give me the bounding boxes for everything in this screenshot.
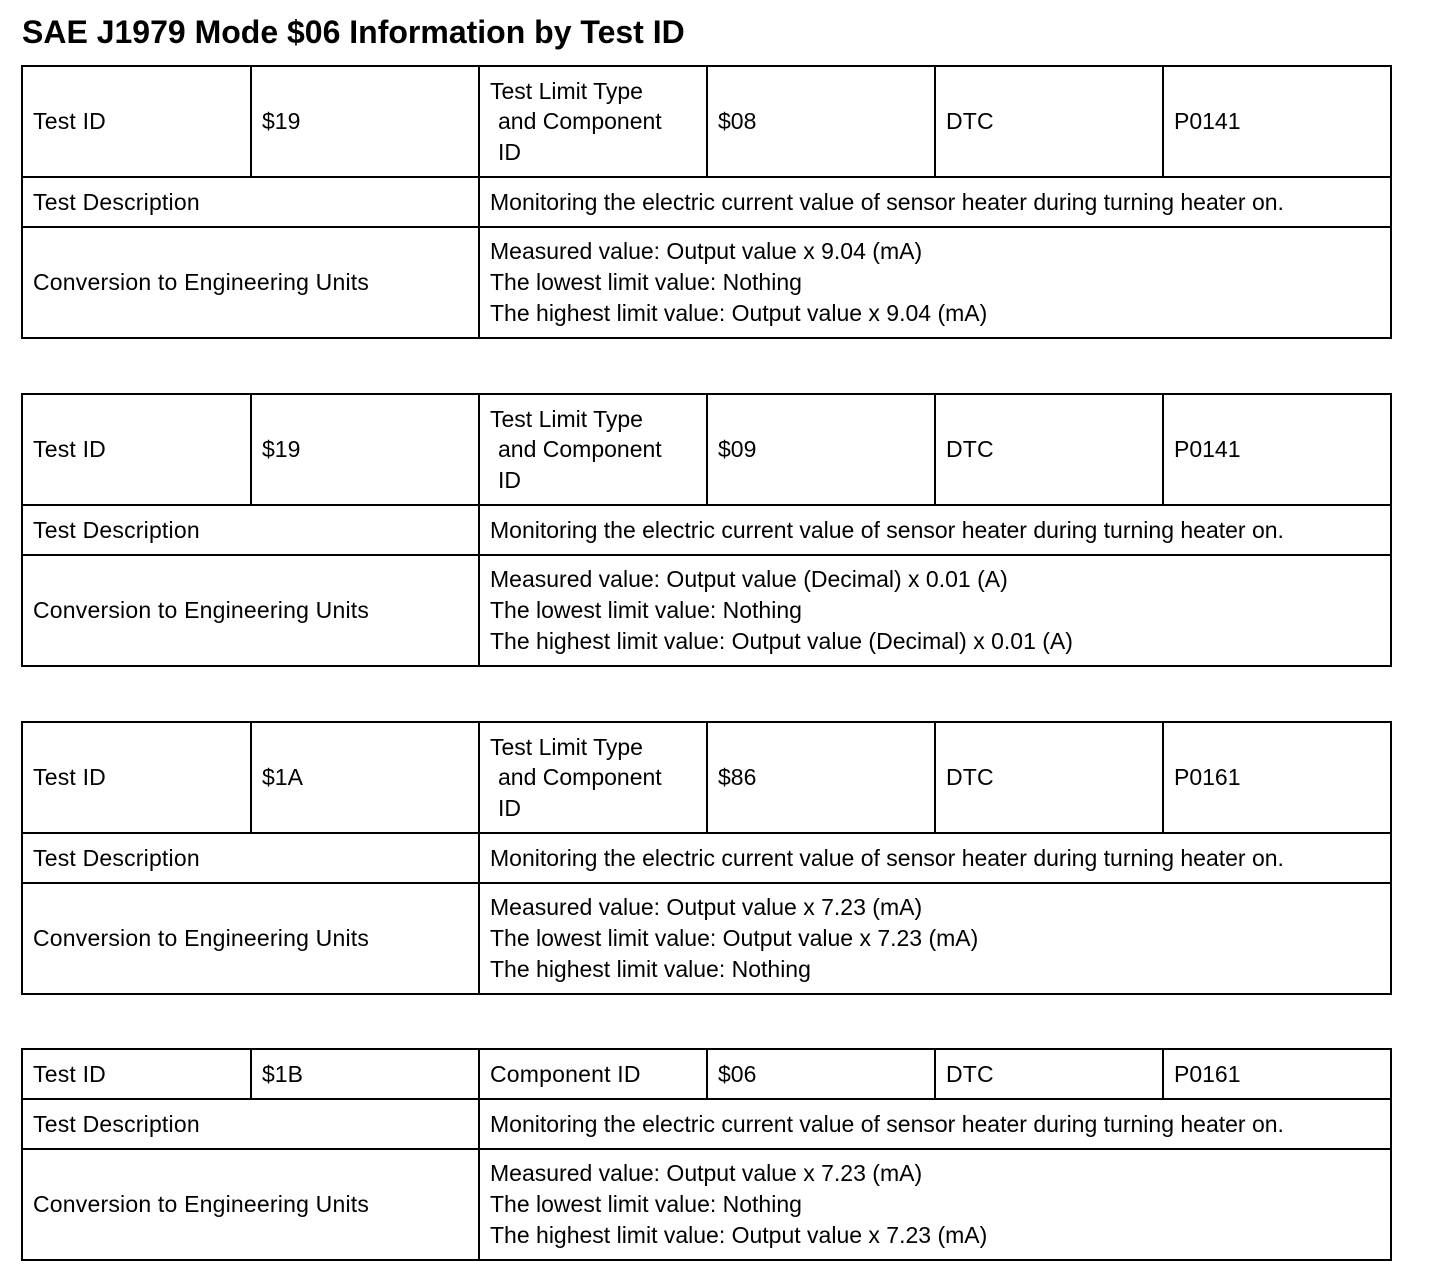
- label-line: and Component: [498, 108, 662, 135]
- conversion-label: Conversion to Engineering Units: [22, 227, 479, 338]
- test-description-value: Monitoring the electric current value of sensor heater during turning heater on.: [479, 177, 1391, 227]
- label-line: ID: [498, 794, 521, 821]
- measured-value-line: Measured value: Output value x 9.04 (mA): [490, 238, 923, 265]
- dtc-label: DTC: [935, 1049, 1163, 1099]
- dtc-value: P0141: [1163, 394, 1391, 505]
- conversion-label: Conversion to Engineering Units: [22, 555, 479, 666]
- test-limit-type-value: $09: [707, 394, 935, 505]
- highest-limit-line: The highest limit value: Output value x 7.23 (mA): [490, 1221, 988, 1248]
- test-info-table-1: [21, 65, 1392, 339]
- lowest-limit-line: The lowest limit value: Nothing: [490, 1191, 802, 1218]
- lowest-limit-line: The lowest limit value: Nothing: [490, 269, 802, 296]
- test-description-value: Monitoring the electric current value of sensor heater during turning heater on.: [479, 1099, 1391, 1149]
- component-id-value: $06: [707, 1049, 935, 1099]
- test-limit-type-value: $08: [707, 66, 935, 177]
- test-description-label: Test Description: [22, 1099, 479, 1149]
- test-id-label: Test ID: [22, 1049, 251, 1099]
- conversion-label: Conversion to Engineering Units: [22, 883, 479, 994]
- label-line: Test Limit Type: [490, 405, 643, 432]
- dtc-label: DTC: [935, 394, 1163, 505]
- test-id-value: $1A: [251, 722, 479, 833]
- test-description-label: Test Description: [22, 505, 479, 555]
- test-id-value: $1B: [251, 1049, 479, 1099]
- conversion-label: Conversion to Engineering Units: [22, 1149, 479, 1260]
- test-description-label: Test Description: [22, 833, 479, 883]
- test-description-value: Monitoring the electric current value of sensor heater during turning heater on.: [479, 505, 1391, 555]
- component-id-label: Component ID: [479, 1049, 707, 1099]
- test-id-label: Test ID: [22, 722, 251, 833]
- test-id-value: $19: [251, 394, 479, 505]
- measured-value-line: Measured value: Output value x 7.23 (mA): [490, 894, 923, 921]
- highest-limit-line: The highest limit value: Output value x 9.04 (mA): [490, 299, 988, 326]
- label-line: ID: [498, 138, 521, 165]
- test-id-label: Test ID: [22, 394, 251, 505]
- test-id-value: $19: [251, 66, 479, 177]
- page-title: SAE J1979 Mode $06 Information by Test ID: [22, 14, 685, 50]
- label-line: and Component: [498, 436, 662, 463]
- test-info-table-4: [21, 1048, 1392, 1261]
- dtc-value: P0161: [1163, 722, 1391, 833]
- test-id-label: Test ID: [22, 66, 251, 177]
- test-limit-type-label: [479, 722, 707, 833]
- measured-value-line: Measured value: Output value (Decimal) x 0.01 (A): [490, 566, 1008, 593]
- label-line: Test Limit Type: [490, 77, 643, 104]
- conversion-value: [479, 227, 1391, 338]
- dtc-value: P0141: [1163, 66, 1391, 177]
- label-line: ID: [498, 466, 521, 493]
- conversion-value: [479, 1149, 1391, 1260]
- test-info-table-3: [21, 721, 1392, 995]
- conversion-value: [479, 555, 1391, 666]
- dtc-label: DTC: [935, 722, 1163, 833]
- dtc-label: DTC: [935, 66, 1163, 177]
- test-limit-type-value: $86: [707, 722, 935, 833]
- lowest-limit-line: The lowest limit value: Nothing: [490, 597, 802, 624]
- label-line: and Component: [498, 764, 662, 791]
- measured-value-line: Measured value: Output value x 7.23 (mA): [490, 1160, 923, 1187]
- test-limit-type-label: [479, 66, 707, 177]
- lowest-limit-line: The lowest limit value: Output value x 7.23 (mA): [490, 925, 979, 952]
- label-line: Test Limit Type: [490, 733, 643, 760]
- test-limit-type-label: [479, 394, 707, 505]
- conversion-value: [479, 883, 1391, 994]
- highest-limit-line: The highest limit value: Output value (Decimal) x 0.01 (A): [490, 627, 1073, 654]
- test-description-label: Test Description: [22, 177, 479, 227]
- dtc-value: P0161: [1163, 1049, 1391, 1099]
- test-description-value: Monitoring the electric current value of sensor heater during turning heater on.: [479, 833, 1391, 883]
- test-info-table-2: [21, 393, 1392, 667]
- highest-limit-line: The highest limit value: Nothing: [490, 955, 811, 982]
